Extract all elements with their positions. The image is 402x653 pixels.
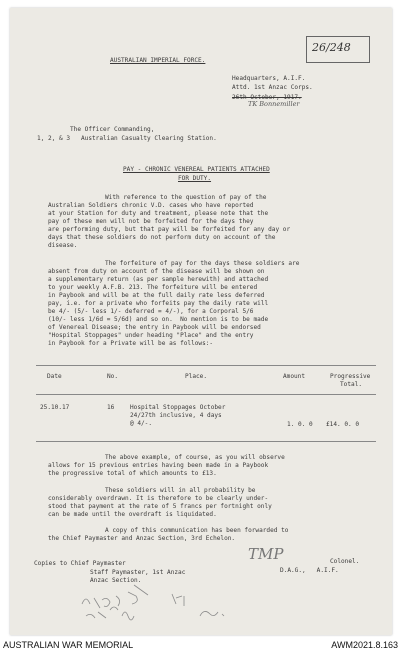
paragraph-1-line: days that these soldiers do not perform duty on account of the — [48, 234, 276, 241]
organization-heading: AUSTRALIAN IMPERIAL FORCE. — [110, 57, 206, 64]
copies-line-1: Copies to Chief Paymaster — [34, 560, 126, 567]
paragraph-2-line: a supplementary return (as per sample herewith) and attached — [48, 276, 269, 283]
signature-rank: Colonel. — [330, 558, 360, 565]
footer-institution: AUSTRALIAN WAR MEMORIAL — [3, 640, 134, 650]
recipient-line-2: Australian Casualty Clearing Station. — [81, 135, 217, 142]
closing-paragraph-3-line: A copy of this communication has been forwarded to — [105, 527, 289, 534]
paragraph-1-line: With reference to the question of pay of the — [105, 194, 267, 201]
handwritten-reference: 26/248 — [312, 41, 351, 54]
copies-line-2: Staff Paymaster, 1st Anzac — [90, 569, 186, 576]
recipient-line-1: The Officer Commanding, — [70, 126, 155, 133]
archive-footer — [0, 637, 402, 653]
closing-paragraph-1-line: The above example, of course, as you will observe — [105, 454, 285, 461]
paragraph-2-line: in Paybook and will be at the full daily rate less deferred — [48, 292, 265, 299]
footer-accession-number: AWM2021.8.163 — [331, 640, 398, 650]
table-cell-amount: 1. 0. 0 — [287, 421, 313, 428]
paragraph-1-line: are performing duty, but that pay will be forfeited for any day or — [48, 226, 291, 233]
copies-line-3: Anzac Section. — [90, 577, 142, 584]
table-header-no: No. — [107, 373, 119, 380]
paragraph-1-line: at your Station for duty and treatment, please note that the — [48, 210, 269, 217]
paragraph-2-line: to your weekly A.F.B. 213. The forfeiture will be entered — [48, 284, 258, 291]
paragraph-2-line: in Paybook for a Private will be as follows:- — [48, 340, 214, 347]
paragraph-2-line: absent from duty on account of the disease will be shown on — [48, 268, 265, 275]
closing-paragraph-2-line: considerably overdrawn. It is therefore to be clearly under- — [48, 495, 269, 502]
paragraph-2-line: of Venereal Disease; the entry in Paybook will be endorsed — [48, 324, 261, 331]
paragraph-2-line: be 4/- (5/- less 1/- deferred = 4/-), for a Corporal 5/6 — [48, 308, 254, 315]
handwritten-date-note: TK Bonnemiller — [248, 100, 300, 108]
attached-line: Attd. 1st Anzac Corps. — [232, 84, 313, 91]
table-header-date: Date — [47, 373, 62, 380]
paragraph-1-line: disease. — [48, 242, 78, 249]
table-cell-place: Hospital Stoppages October — [130, 404, 226, 411]
closing-paragraph-2-line: These soldiers will in all probability be — [105, 487, 256, 494]
subject-line-2: FOR DUTY. — [178, 175, 212, 182]
table-header-progressive: Progressive — [330, 373, 371, 380]
recipient-prefix: 1, 2, & 3 — [37, 135, 71, 142]
pencil-annotations — [10, 8, 392, 635]
closing-paragraph-1-line: allows for 15 previous entries having been made in a Paybook — [48, 462, 269, 469]
paragraph-2-line: The forfeiture of pay for the days these soldiers are — [105, 260, 300, 267]
paragraph-2-line: (10/- less 1/6d = 5/6d) and so on. No mention is to be made — [48, 316, 269, 323]
paragraph-1-line: Australian Soldiers chronic V.D. cases who have reported — [48, 202, 254, 209]
closing-paragraph-2-line: can be made until the overdraft is liquidated. — [48, 511, 217, 518]
paragraph-2-line: pay, i.e. for a private who forfeits pay the daily rate will — [48, 300, 269, 307]
headquarters-line: Headquarters, A.I.F. — [232, 75, 306, 82]
closing-paragraph-3-line: the Chief Paymaster and Anzac Section, 3rd Echelon. — [48, 535, 236, 542]
signature-title: D.A.G., A.I.F. — [280, 567, 339, 574]
subject-line-1: PAY - CHRONIC VENEREAL PATIENTS ATTACHED — [123, 166, 270, 173]
closing-paragraph-1-line: the progressive total of which amounts to £13. — [48, 470, 217, 477]
table-cell-place: @ 4/-. — [130, 420, 153, 427]
table-cell-date: 25.10.17 — [40, 404, 70, 411]
paragraph-1-line: pay of these men will not be forfeited for the days they — [48, 218, 254, 225]
table-header-amount: Amount — [283, 373, 306, 380]
table-cell-total: £14. 0. 0 — [326, 421, 360, 428]
table-cell-place: 24/27th inclusive, 4 days — [130, 412, 222, 419]
table-header-total: Total. — [340, 381, 363, 388]
letter-date: 26th October, 1917. — [232, 94, 302, 101]
document-page — [10, 8, 392, 635]
table-header-place: Place. — [185, 373, 208, 380]
closing-paragraph-2-line: stood that payment at the rate of 5 francs per fortnight only — [48, 503, 272, 510]
table-cell-no: 16 — [107, 404, 115, 411]
paragraph-2-line: "Hospital Stoppages" under heading "Place" and the entry — [48, 332, 254, 339]
signature-initials: TMP — [248, 545, 284, 563]
